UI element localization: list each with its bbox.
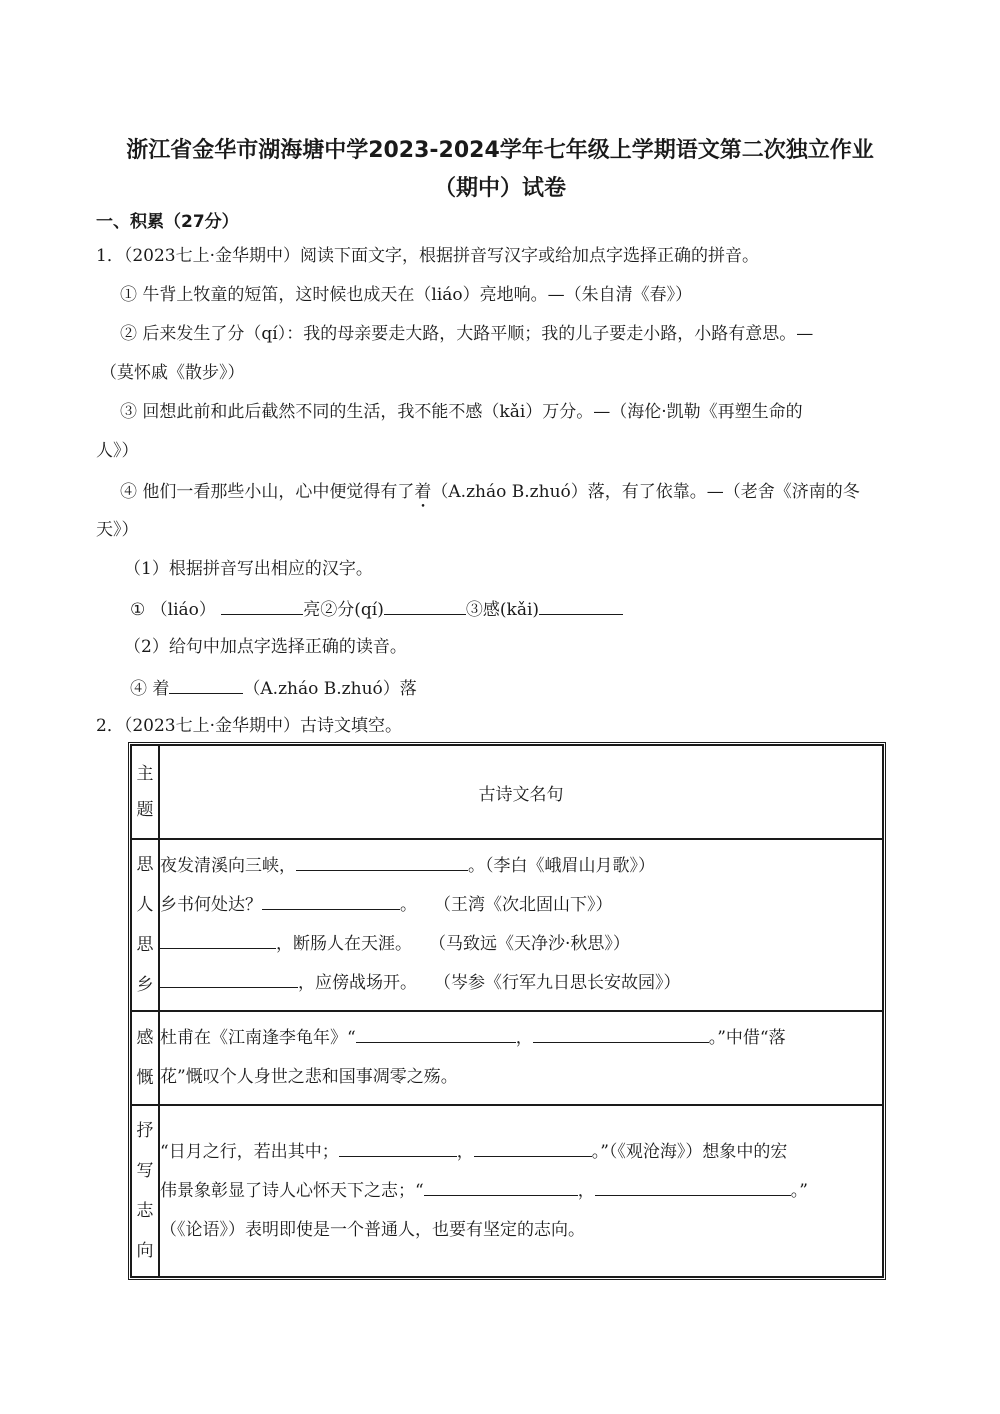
sub1-a-label: ① （liáo） [130, 600, 216, 620]
poem-text: 乡书何处达？ [160, 895, 262, 915]
q1-subquestion-1: （1）根据拼音写出相应的汉字。 [124, 559, 373, 579]
poem-blank[interactable] [262, 891, 400, 910]
poem-blank[interactable] [160, 969, 298, 988]
poem-blank[interactable] [424, 1177, 578, 1196]
poem-line [160, 886, 882, 925]
answer-blank-qi[interactable] [384, 596, 466, 615]
table-row [131, 1011, 883, 1105]
answer-blank-zhuo[interactable] [169, 675, 243, 694]
theme-text: 感慨 [136, 1028, 154, 1088]
poem-text: 。”（《观沧海》）想象中的宏 [591, 1141, 788, 1162]
q1-s4-before: ④ 他们一看那些小山，心中便觉得有了 [120, 482, 415, 502]
header-theme-text: 主题 [136, 764, 154, 820]
poem-blank[interactable] [339, 1138, 457, 1157]
content-cell [159, 839, 883, 1011]
poem-blank[interactable] [296, 852, 468, 871]
q1-sentence-2: ② 后来发生了分（qí）：我的母亲要走大路，大路平顺；我的儿子要走小路，小路有意思。— [120, 324, 814, 344]
poem-line: 花”慨叹个人身世之悲和国事凋零之殇。 [160, 1067, 458, 1087]
poem-text: 。” [790, 1180, 808, 1201]
poem-text: 夜发清溪向三峡， [160, 856, 296, 876]
poem-text: “日月之行，若出其中； [160, 1141, 339, 1162]
poem-table [128, 742, 886, 1280]
poem-line [160, 1019, 882, 1058]
q1-sentence-4 [120, 480, 860, 512]
q1-sentence-3-cont: 人》） [96, 441, 139, 461]
q1-sub1-answers [130, 596, 623, 622]
poem-blank[interactable] [533, 1024, 709, 1043]
header-theme-cell [131, 745, 159, 839]
poem-text: ，断肠人在天涯。 （马致远《天净沙·秋思》） [276, 934, 630, 954]
poem-text: 伟景象彰显了诗人心怀天下之志；“ [160, 1180, 424, 1201]
poem-line [160, 964, 882, 1003]
theme-cell-sirensixiang [131, 839, 159, 1011]
poem-line: （《论语》）表明即使是一个普通人，也要有坚定的志向。 [160, 1219, 585, 1240]
poem-blank[interactable] [595, 1177, 791, 1196]
sub2-b-label: （A.zháo B.zhuó）落 [243, 679, 417, 699]
q1-sentence-1: ① 牛背上牧童的短笛，这时候也成天在（liáo）亮地响。—（朱自清《春》） [120, 285, 693, 305]
poem-blank[interactable] [474, 1138, 592, 1157]
title-line-2: （期中）试卷 [433, 176, 566, 201]
content-cell [159, 1011, 883, 1105]
dotted-character: 着 [414, 482, 432, 502]
q1-sentence-3: ③ 回想此前和此后截然不同的生活，我不能不感（kǎi）万分。—（海伦·凯勒《再塑生命的 [120, 402, 803, 422]
header-content-cell: 古诗文名句 [159, 745, 883, 839]
content-cell [159, 1105, 883, 1277]
q1-subquestion-2: （2）给句中加点字选择正确的读音。 [124, 637, 407, 657]
poem-text: 。 （王湾《次北固山下》） [400, 895, 613, 915]
poem-text: 杜甫在《江南逢李龟年》“ [160, 1028, 356, 1048]
poem-text: 。”中借“落 [708, 1028, 786, 1048]
question-2-prompt: 2．（2023七上·金华期中）古诗文填空。 [96, 716, 402, 736]
q1-sentence-2-cont: （莫怀戚《散步》） [100, 363, 245, 383]
theme-text: 抒写志向 [136, 1121, 154, 1261]
table-header-row [131, 745, 883, 839]
table-row [131, 1105, 883, 1277]
title-line-1: 浙江省金华市湖海塘中学2023-2024学年七年级上学期语文第二次独立作业 [126, 138, 874, 163]
poem-line [160, 925, 882, 964]
theme-cell-shuxiezhixiang [131, 1105, 159, 1277]
poem-text: ， [515, 1028, 533, 1048]
question-1-prompt: 1．（2023七上·金华期中）阅读下面文字，根据拼音写汉字或给加点字选择正确的拼音。 [96, 246, 759, 266]
poem-text: ，应傍战场开。 （岑参《行军九日思长安故园》） [298, 973, 681, 993]
poem-blank[interactable] [356, 1024, 516, 1043]
poem-text: ， [577, 1180, 595, 1201]
poem-line [160, 1172, 882, 1211]
q1-sub2-answer [130, 675, 417, 701]
poem-text: 。（李白《峨眉山月歌》） [468, 856, 655, 876]
poem-text: ， [456, 1141, 474, 1162]
poem-line [160, 1133, 882, 1172]
q1-sentence-4-cont: 天》） [96, 520, 139, 540]
theme-cell-ganmai [131, 1011, 159, 1105]
poem-blank[interactable] [160, 930, 276, 949]
section-heading: 一、积累（27分） [96, 212, 239, 232]
theme-text: 思人思乡 [136, 855, 154, 995]
table-row [131, 839, 883, 1011]
sub2-a-label: ④ 着 [130, 679, 170, 699]
sub1-b-label: 亮②分(qí) [303, 600, 384, 620]
page-title [100, 132, 900, 208]
poem-line [160, 847, 882, 886]
answer-blank-liao[interactable] [221, 596, 303, 615]
answer-blank-kai[interactable] [539, 596, 623, 615]
q1-s4-after: （A.zháo B.zhuó）落，有了依靠。—（老舍《济南的冬 [431, 482, 860, 502]
sub1-c-label: ③感(kǎi) [465, 600, 540, 620]
